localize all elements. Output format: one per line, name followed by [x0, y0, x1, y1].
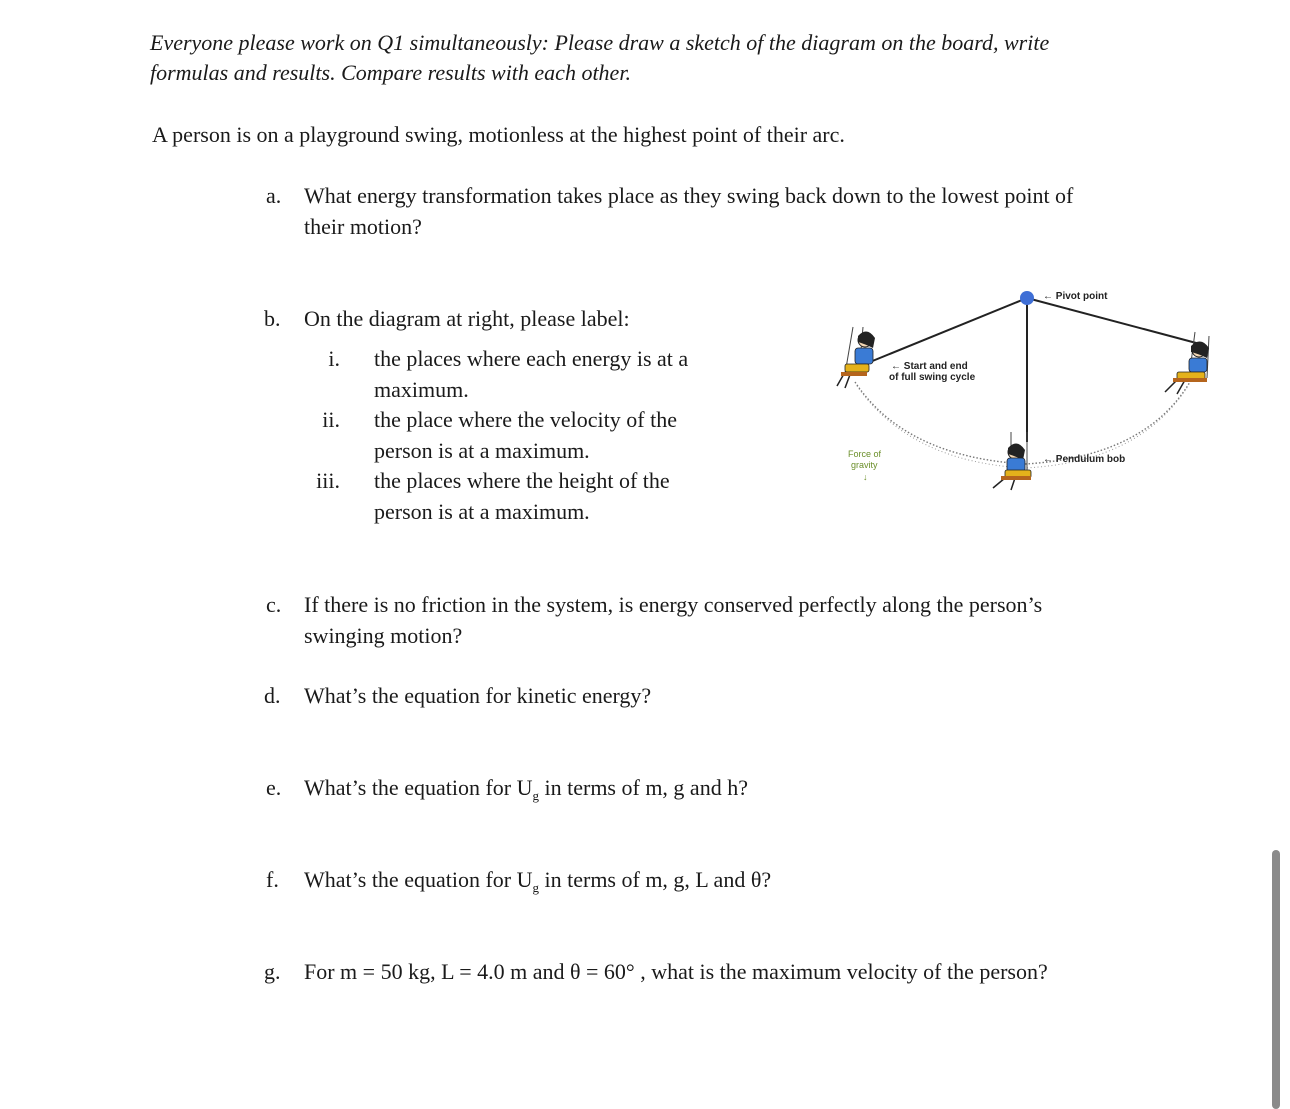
start-end-label-1: ← Start and end — [891, 361, 968, 372]
question-b-sub-ii — [310, 404, 730, 466]
left-rope — [870, 298, 1027, 362]
pivot-point-label: ← Pivot point — [1043, 291, 1108, 302]
question-a-letter: a. — [266, 183, 282, 208]
center-swinger-figure — [993, 432, 1031, 490]
question-c — [266, 589, 1166, 651]
left-swinger-figure — [837, 327, 875, 388]
vertical-scrollbar[interactable] — [1272, 850, 1280, 1109]
instructions — [150, 28, 1130, 88]
question-a — [266, 180, 1166, 242]
sub-ii-number: ii. — [322, 407, 340, 432]
instructions-line-1: Everyone please work on Q1 simultaneously: Please draw a sketch of the diagram on the board, write — [150, 30, 1050, 55]
question-a-line-1: What energy transformation takes place as they swing back down to the lowest point of — [304, 183, 1074, 208]
question-g — [264, 956, 1164, 987]
question-e-pre: What’s the equation for U — [304, 775, 533, 800]
pendulum-swing-diagram — [815, 282, 1235, 502]
problem-prompt: A person is on a playground swing, motionless at the highest point of their arc. — [152, 122, 845, 147]
question-a-line-2: their motion? — [304, 214, 422, 239]
instructions-line-2: formulas and results. Compare results with each other. — [150, 60, 631, 85]
question-b-sub-iii — [310, 465, 730, 527]
gravity-label-1: Force of — [848, 449, 882, 459]
sub-ii-line-2: person is at a maximum. — [374, 438, 590, 463]
question-f-subscript: g — [532, 880, 539, 895]
question-b — [264, 303, 784, 334]
question-d-letter: d. — [264, 683, 281, 708]
sub-i-number: i. — [328, 346, 340, 371]
question-c-letter: c. — [266, 592, 282, 617]
question-c-line-1: If there is no friction in the system, is energy conserved perfectly along the person’s — [304, 592, 1043, 617]
pivot-point — [1020, 291, 1034, 305]
question-b-letter: b. — [264, 306, 281, 331]
sub-iii-line-2: person is at a maximum. — [374, 499, 590, 524]
gravity-arrow-icon: ↓ — [863, 472, 868, 482]
question-e-letter: e. — [266, 775, 282, 800]
sub-iii-number: iii. — [316, 468, 340, 493]
question-b-text: On the diagram at right, please label: — [304, 306, 630, 331]
question-c-line-2: swinging motion? — [304, 623, 463, 648]
question-b-sub-i — [310, 343, 730, 405]
question-g-text: For m = 50 kg, L = 4.0 m and θ = 60° , what is the maximum velocity of the person? — [304, 959, 1048, 984]
question-f-pre: What’s the equation for U — [304, 867, 533, 892]
question-f — [266, 864, 966, 895]
question-d-text: What’s the equation for kinetic energy? — [304, 683, 652, 708]
sub-i-line-1: the places where each energy is at a — [374, 346, 689, 371]
question-f-letter: f. — [266, 867, 279, 892]
question-g-letter: g. — [264, 959, 281, 984]
question-e-subscript: g — [532, 788, 539, 803]
right-rope — [1027, 298, 1200, 344]
question-f-post: in terms of m, g, L and θ? — [539, 867, 772, 892]
sub-iii-line-1: the places where the height of the — [374, 468, 670, 493]
question-f-text — [304, 864, 771, 903]
sub-i-line-2: maximum. — [374, 377, 469, 402]
question-e-post: in terms of m, g and h? — [539, 775, 748, 800]
gravity-label-2: gravity — [851, 460, 878, 470]
question-e-text — [304, 772, 748, 811]
question-d — [264, 680, 964, 711]
sub-ii-line-1: the place where the velocity of the — [374, 407, 677, 432]
start-end-label-2: of full swing cycle — [889, 372, 976, 383]
question-e — [266, 772, 966, 803]
pendulum-bob-label: ← Pendulum bob — [1043, 454, 1126, 465]
